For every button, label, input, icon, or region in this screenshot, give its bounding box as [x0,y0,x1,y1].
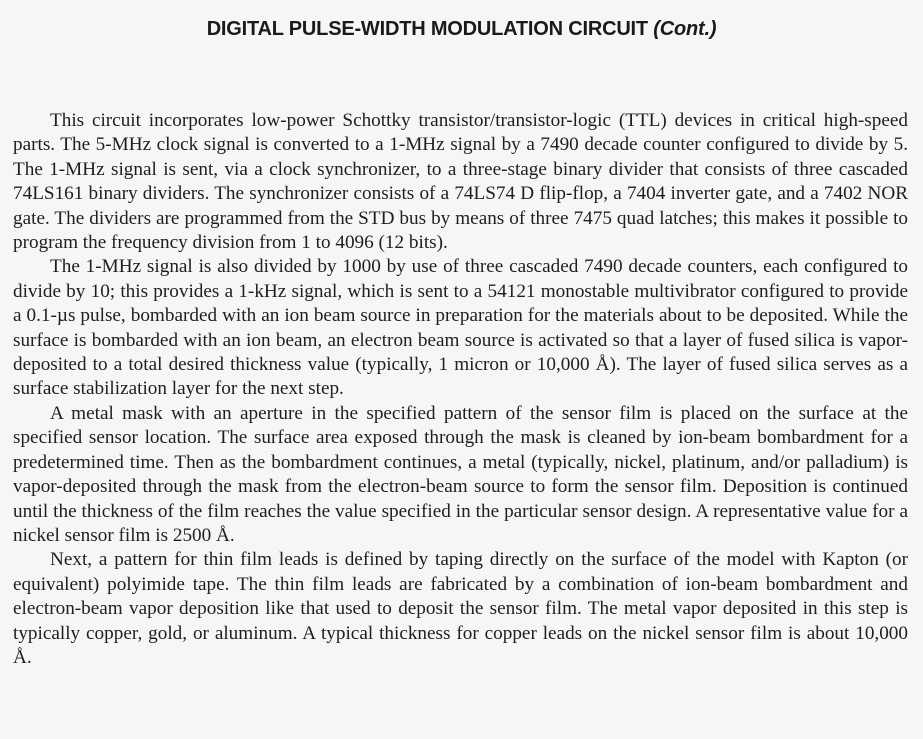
paragraph-3: A metal mask with an aperture in the specified pattern of the sensor film is placed on the surface at the specified sensor location. The surface area exposed through the mask is cleaned by ion-beam bombardment for a predetermined time. Then as the bombardment continues, a metal (typically, nickel, platinum, and/or palladium) is vapor-deposited through the mask from the electron-beam source to form the sensor film. Deposition is continued until the thickness of the film reaches the value specified in the particular sensor design. A representative value for a nickel sensor film is 2500 Å. [13,402,908,546]
paragraph-1: This circuit incorporates low-power Schottky transistor/transistor-logic (TTL) devices in critical high-speed parts. The 5-MHz clock signal is converted to a 1-MHz signal by a 7490 decade counter configured to divide by 5. The 1-MHz signal is sent, via a clock synchronizer, to a three-stage binary divider that consists of three cascaded 74LS161 binary dividers. The synchronizer consists of a 74LS74 D flip-flop, a 7404 inverter gate, and a 7402 NOR gate. The dividers are programmed from the STD bus by means of three 7475 quad latches; this makes it possible to program the frequency division from 1 to 4096 (12 bits). [13,110,908,254]
paragraph-4: Next, a pattern for thin film leads is defined by taping directly on the surface of the model with Kapton (or equivalent) polyimide tape. The thin film leads are fabricated by a combination of ion-beam bombardment and electron-beam vapor deposition like that used to deposit the sensor film. The metal vapor deposited in this step is typically copper, gold, or aluminum. A typical thickness for copper leads on the nickel sensor film is about 10,000 Å. [13,549,908,668]
body-text [13,109,908,670]
title-cont: (Cont.) [653,18,717,40]
paragraph-2: The 1-MHz signal is also divided by 1000 by use of three cascaded 7490 decade counters, each configured to divide by 10; this provides a 1-kHz signal, which is sent to a 54121 monostable multivibrator configured to provide a 0.1-µs pulse, bombarded with an ion beam source in preparation for the materials about to be deposited. While the surface is bombarded with an ion beam, an electron beam source is activated so that a layer of fused silica is vapor-deposited to a total desired thickness value (typically, 1 micron or 10,000 Å). The layer of fused silica serves as a surface stabilization layer for the next step. [13,256,908,400]
title-main: DIGITAL PULSE-WIDTH MODULATION CIRCUIT [206,18,648,40]
page-title [0,17,923,41]
